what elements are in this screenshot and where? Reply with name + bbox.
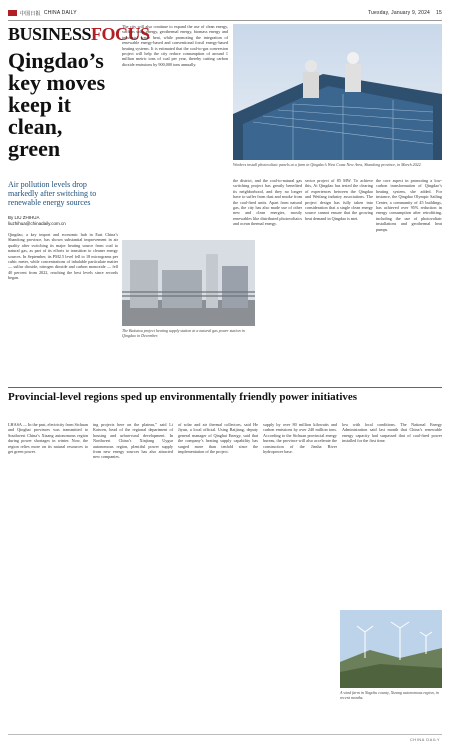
- story1-column-3: the district, and the coal-to-natural gas switching project has greatly benefited its neighborhood, and they no longer have to suffer from dust and smoke from the coal-fired units. Apart from natural gas, the city has also made use of other new and clean energies, mostly renewables like distributed photovoltaics and ocean thermal energy.: [233, 178, 302, 227]
- photo1-caption: Workers install photovoltaic panels at a farm in Qingdao’s West Coast New Area, Shandong province, in March 2022.: [233, 162, 422, 167]
- story1-column-1: Qingdao, a key import and economic hub in East China’s Shandong province, has shown substantial improvement in air quality after switching its major heating source from coal to natural gas, as part of its efforts to transition to cleaner energy sources. In September, its PM2.5 level fell to 18 micrograms per cubic meter, while concentrations of inhalable particulate matter — sulfur dioxide, nitrogen dioxide and carbon monoxide — fell 40 percent from 2022, reaching the best levels since records began.: [8, 232, 118, 281]
- header-rule: [8, 20, 442, 21]
- section-business: BUSINESS: [8, 24, 92, 44]
- masthead: [8, 10, 77, 17]
- china-daily-logo: [8, 10, 17, 16]
- photo2-caption: The Baitutou project heating supply station at a natural gas power station in Qingdao in December.: [122, 328, 245, 338]
- story2-column-1: LHASA — In the past, electricity from Sichuan and Qinghai provinces was transmitted to Southwest China’s Xizang autonomous region during power shortages in winter. Now, the region relies more on its natural resources to get green power.: [8, 422, 88, 455]
- photo-solar-workers: [233, 24, 442, 160]
- photo-wind-farm: [340, 610, 442, 688]
- story1-column-2: The city will also continue to expand the use of clean energy, such as solar energy, geothermal energy, biomass energy and industrial waste heat, while promoting the integration of renewable energy-based and conventional fossil energy-based heating systems. It is estimated that the coal-to-gas conversion project will help the city reduce consumption of around 1 million metric tons of coal per year, thereby cutting carbon dioxide emissions by 900,000 tons annually.: [122, 24, 228, 67]
- page-number: 15: [436, 10, 442, 16]
- photo3-caption: A wind farm in Nagchu county, Xizang autonomous region, in recent months.: [340, 690, 439, 700]
- story1-column-4: sector project of 85 MW. To achieve this, Ai Qingdao has tested the clearing of experiences between the Qingdao and Weifang industry associations. The project design has fully taken into consideration that a single clean energy source cannot ensure that the growing heat demand in Qingdao is met.: [305, 178, 373, 221]
- photo-heating-station: [122, 240, 255, 326]
- issue-date: Tuesday, January 9, 2024: [367, 10, 431, 16]
- story2-column-3: of solar and air thermal collectors, said He Jiyun, a local official. Using Baijiang, deputy general manager of Qinghai Energy, said that the company’s heating supply capability has surged more than tenfold since the implementation of the project.: [178, 422, 258, 455]
- masthead-chinese: 中国日报: [20, 10, 41, 17]
- footer-rule: [8, 734, 442, 735]
- story1-subhead: Air pollution levels drop markedly after switching to renewable energy sources: [8, 180, 97, 207]
- page-header: [8, 8, 442, 18]
- section-focus: FOCUS: [91, 24, 150, 44]
- byline-name: By LIU ZHIHUA: [8, 215, 40, 220]
- story2-column-4: supply by over 80 million kilowatts and carbon emissions by over 240 million tons. According to the Sichuan provincial energy bureau, the province will also accelerate the construction of the Jinsha River hydropower base.: [263, 422, 337, 455]
- story-divider: [8, 387, 442, 388]
- story2-headline: Provincial-level regions sped up environmentally friendly power initiatives: [8, 391, 358, 403]
- story2-column-2: ing projects here on the plateau,” said Li Kaiwen, head of the regional department of housing and urban-rural development. In Northwest China’s Xinjiang Uygur autonomous region, plentiful power supply from new energy sources has also attracted new companies.: [93, 422, 173, 460]
- footer-brand: CHINA DAILY: [409, 737, 440, 742]
- story1-headline: Qingdao’s key moves keep it clean, green: [8, 48, 106, 161]
- story2-column-5: low with local conditions. The National Energy Administration said last month that China’s renewable energy capacity had surpassed that of coal-fired power installed for the first time.: [342, 422, 442, 444]
- masthead-english: CHINA DAILY: [43, 10, 77, 16]
- byline-email: liuzhihua@chinadaily.com.cn: [8, 221, 66, 226]
- story1-column-5: the core aspect in promoting a low-carbon transformation of Qingdao’s heating system, she added. For instance, the Qingdao Olympic Sailing Center, a community of 45 buildings, has achieved over 95% reduction in energy consumption after retrofitting, including the use of photovoltaic installations and geothermal heat pumps.: [376, 178, 442, 232]
- story1-byline: [8, 215, 118, 227]
